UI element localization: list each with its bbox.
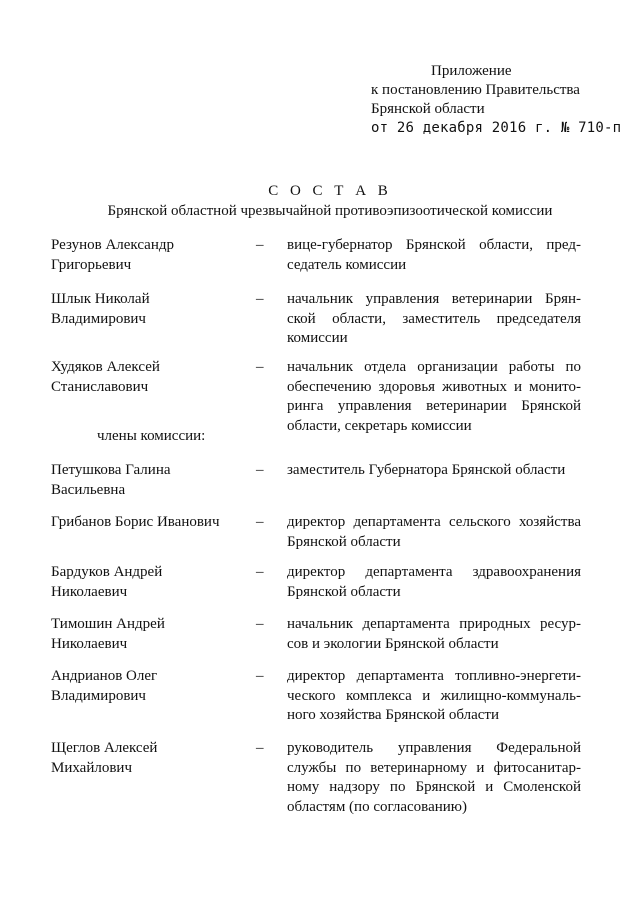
member-name-line: Васильевна xyxy=(51,481,126,498)
separator-dash: – xyxy=(256,291,264,307)
appendix-block xyxy=(371,62,621,138)
appendix-region: Брянской области xyxy=(371,101,485,117)
member-name xyxy=(51,615,241,654)
member-name-line: Михайлович xyxy=(51,759,132,776)
member-position-line: начальник отдела организации работы по xyxy=(287,359,581,375)
member-position-line: Брянской области xyxy=(287,583,401,600)
separator-dash: – xyxy=(256,359,264,375)
member-position-line: ному надзору по Брянской и Смоленской xyxy=(287,779,581,795)
member-position xyxy=(287,513,581,552)
members-label: члены комиссии: xyxy=(97,428,206,444)
member-name xyxy=(51,513,241,533)
member-name-line: Станиславович xyxy=(51,378,149,395)
separator-dash: – xyxy=(256,740,264,756)
member-position xyxy=(287,461,581,481)
separator-dash: – xyxy=(256,668,264,684)
member-position xyxy=(287,358,581,436)
member-position-line: ческого комплекса и жилищно-коммуналь- xyxy=(287,687,581,704)
member-name xyxy=(51,563,241,602)
member-position-line: директор департамента топливно-энергети- xyxy=(287,668,581,684)
member-position xyxy=(287,739,581,817)
member-position-line: директор департамента здравоохранения xyxy=(287,564,581,580)
member-name xyxy=(51,290,241,329)
member-position xyxy=(287,615,581,654)
appendix-reference: к постановлению Правительства xyxy=(371,82,580,98)
member-position-line: Брянской области xyxy=(287,533,401,550)
separator-dash: – xyxy=(256,237,264,253)
separator-dash: – xyxy=(256,564,264,580)
member-name-line: Худяков Алексей xyxy=(51,359,160,375)
member-position-line: комиссии xyxy=(287,330,348,346)
member-position-line: руководитель управления Федеральной xyxy=(287,740,581,756)
document-title: С О С Т А В xyxy=(268,183,392,199)
member-name-line: Шлык Николай xyxy=(51,291,150,307)
member-position-line: области, секретарь комиссии xyxy=(287,417,472,434)
appendix-date-number: от 26 декабря 2016 г. № 710-п xyxy=(371,120,622,136)
member-position-line: седатель комиссии xyxy=(287,256,407,273)
appendix-title: Приложение xyxy=(431,63,512,79)
member-position-line: ного хозяйства Брянской области xyxy=(287,707,499,723)
member-name-line: Петушкова Галина xyxy=(51,462,171,478)
member-position xyxy=(287,236,581,275)
separator-dash: – xyxy=(256,514,264,530)
member-position-line: вице-губернатор Брянской области, пред- xyxy=(287,237,581,253)
separator-dash: – xyxy=(256,616,264,632)
member-position-line: ской области, заместитель председателя xyxy=(287,310,581,327)
member-position xyxy=(287,667,581,726)
member-name xyxy=(51,461,241,500)
member-name-line: Грибанов Борис Иванович xyxy=(51,514,220,530)
member-position-line: службы по ветеринарному и фитосанитар- xyxy=(287,759,581,776)
member-name-line: Николаевич xyxy=(51,635,128,652)
member-position-line: начальник управления ветеринарии Брян- xyxy=(287,291,581,307)
member-position-line: обеспечению здоровья животных и монито- xyxy=(287,378,581,395)
member-position-line: начальник департамента природных ресур- xyxy=(287,616,581,632)
member-name xyxy=(51,358,241,397)
member-position-line: заместитель Губернатора Брянской области xyxy=(287,462,566,478)
member-name-line: Щеглов Алексей xyxy=(51,740,158,756)
member-name xyxy=(51,236,241,275)
member-position xyxy=(287,563,581,602)
member-position xyxy=(287,290,581,349)
member-position-line: ринга управления ветеринарии Брянской xyxy=(287,398,581,414)
member-position-line: областям (по согласованию) xyxy=(287,798,467,815)
member-name xyxy=(51,739,241,778)
member-name-line: Тимошин Андрей xyxy=(51,616,165,632)
document-heading xyxy=(0,181,640,221)
member-name xyxy=(51,667,241,706)
member-name-line: Резунов Александр xyxy=(51,237,175,253)
member-name-line: Николаевич xyxy=(51,583,128,600)
member-name-line: Владимирович xyxy=(51,687,146,704)
member-name-line: Григорьевич xyxy=(51,256,132,273)
document-subtitle: Брянской областной чрезвычайной противоэпизоотической комиссии xyxy=(107,203,553,219)
member-name-line: Владимирович xyxy=(51,310,146,327)
member-position-line: сов и экологии Брянской области xyxy=(287,635,499,652)
member-name-line: Бардуков Андрей xyxy=(51,564,163,580)
member-name-line: Андрианов Олег xyxy=(51,668,158,684)
member-position-line: директор департамента сельского хозяйства xyxy=(287,514,581,530)
separator-dash: – xyxy=(256,462,264,478)
